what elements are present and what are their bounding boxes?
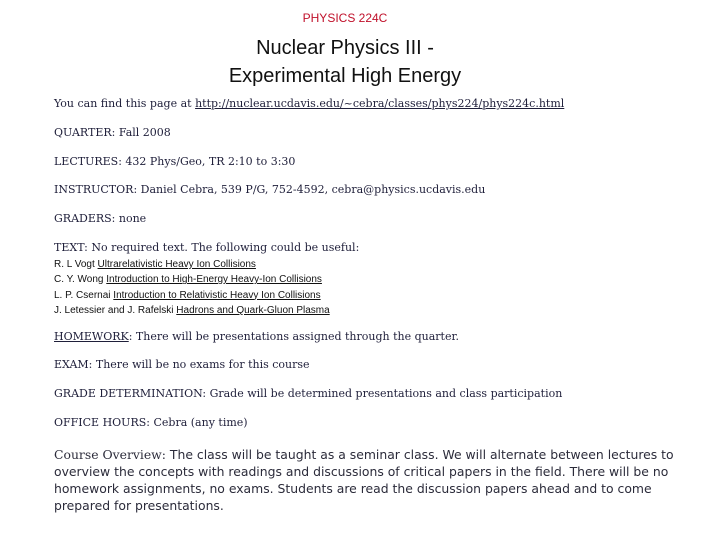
exam-info: EXAM: There will be no exams for this course: [54, 358, 310, 371]
lectures-info: LECTURES: 432 Phys/Geo, TR 2:10 to 3:30: [54, 155, 296, 168]
reference-title: Introduction to High-Energy Heavy-Ion Collisions: [106, 274, 322, 286]
url-prefix: You can find this page at: [54, 97, 196, 110]
course-overview: [54, 446, 694, 514]
instructor-info: INSTRUCTOR: Daniel Cebra, 539 P/G, 752-4592, cebra@physics.ucdavis.edu: [54, 183, 486, 196]
office-hours-info: OFFICE HOURS: Cebra (any time): [54, 416, 248, 429]
reference-item: [54, 303, 330, 318]
overview-label: Course Overview:: [54, 447, 166, 462]
reference-author: J. Letessier and J. Rafelski: [54, 304, 177, 316]
reference-author: R. L Vogt: [54, 259, 98, 270]
reference-title: Introduction to Relativistic Heavy Ion Collisions: [113, 289, 321, 301]
reference-list: [54, 257, 330, 318]
homework-label: HOMEWORK: [54, 330, 129, 343]
reference-title: Hadrons and Quark-Gluon Plasma: [176, 304, 330, 316]
homework-info: [54, 330, 459, 343]
reference-title: Ultrarelativistic Heavy Ion Collisions: [97, 259, 256, 270]
overview-text: The class will be taught as a seminar class. We will alternate between lectures to overview the concepts with readings and discussions of critical papers in the field. There will be no homework assignments, no exams. Students are read the discussion papers ahead and to come prepared for presentations.: [54, 447, 674, 513]
course-page-link[interactable]: http://nuclear.ucdavis.edu/~cebra/classes/phys224/phys224c.html: [195, 97, 565, 110]
reference-author: L. P. Csernai: [54, 289, 114, 301]
grade-info: GRADE DETERMINATION: Grade will be determined presentations and class participation: [54, 387, 563, 400]
reference-item: [54, 272, 330, 287]
page-url-line: [54, 97, 564, 110]
reference-author: C. Y. Wong: [54, 274, 107, 286]
reference-item: [54, 288, 330, 303]
title-line-1: Nuclear Physics III -: [256, 37, 434, 59]
page-title: [0, 34, 690, 90]
homework-text: : There will be presentations assigned through the quarter.: [128, 330, 460, 343]
graders-info: GRADERS: none: [54, 212, 147, 225]
text-heading: TEXT: No required text. The following could be useful:: [54, 241, 360, 254]
course-code: PHYSICS 224C: [302, 11, 388, 25]
reference-item: [54, 257, 330, 272]
title-line-2: Experimental High Energy: [228, 65, 462, 87]
quarter-info: QUARTER: Fall 2008: [54, 126, 171, 139]
